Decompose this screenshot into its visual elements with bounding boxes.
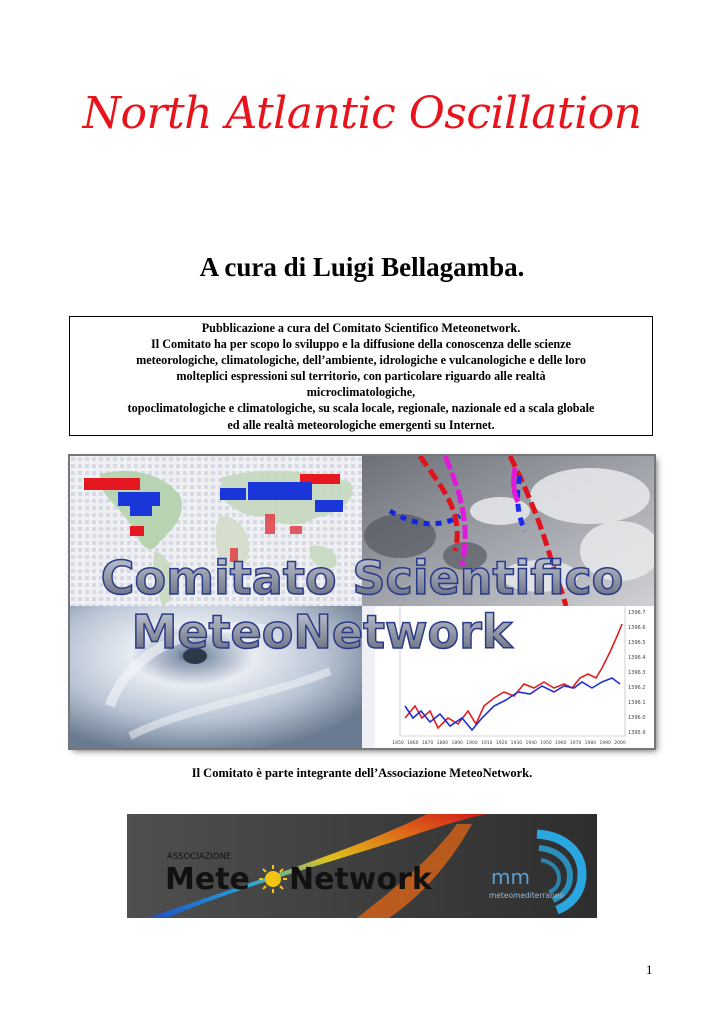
chart-x-tick-label: 1910 [481, 741, 493, 746]
chart-y-tick-label: 1396.0 [628, 715, 646, 721]
info-line: Pubblicazione a cura del Comitato Scientifico Meteonetwork. [201, 321, 521, 335]
author-line: A cura di Luigi Bellagamba. [199, 252, 525, 282]
logo-mm: mm [491, 865, 530, 889]
chart-x-tick-label: 1870 [421, 741, 434, 746]
chart-x-tick-label: 1960 [555, 741, 567, 746]
info-line: molteplici espressioni sul territorio, con particolare riguardo alle realtà [176, 369, 546, 384]
chart-x-tick-label: 1880 [436, 741, 449, 746]
chart-y-tick-label: 1396.1 [628, 700, 646, 706]
caption: Il Comitato è parte integrante dell’Associazione MeteoNetwork. [191, 766, 533, 780]
chart-x-tick-label: 1850 [392, 741, 404, 746]
info-line: Il Comitato ha per scopo lo sviluppo e la diffusione della conoscenza delle scienze [151, 337, 571, 352]
chart-y-tick-label: 1396.5 [628, 640, 646, 646]
chart-x-tick-label: 1920 [495, 741, 508, 746]
chart-x-tick-label: 1860 [407, 741, 419, 746]
chart-y-tick-label: 1395.9 [628, 730, 646, 736]
chart-x-tick-label: 1990 [599, 741, 611, 746]
chart-x-tick-label: 1980 [584, 741, 597, 746]
info-line: microclimatologiche, [306, 385, 416, 400]
document-title: North Atlantic Oscillation [82, 88, 642, 139]
logo-name-right: Network [289, 862, 432, 897]
chart-x-tick-label: 1900 [466, 741, 478, 746]
logo-name-left: Mete [165, 862, 250, 897]
chart-y-tick-label: 1396.4 [628, 655, 646, 661]
info-line: topoclimatologiche e climatologiche, su scala locale, regionale, nazionale ed a scala globale [127, 401, 595, 416]
chart-y-tick-label: 1396.3 [628, 670, 646, 676]
chart-x-tick-label: 1930 [510, 741, 523, 746]
chart-x-tick-label: 1890 [451, 741, 463, 746]
page-number: 1 [646, 962, 653, 977]
chart-x-tick-label: 1950 [540, 741, 552, 746]
info-box [69, 316, 653, 436]
chart-y-tick-label: 1396.6 [628, 625, 646, 631]
logo-small-text: ASSOCIAZIONE [167, 852, 232, 862]
chart-y-tick-label: 1396.7 [628, 610, 646, 616]
banner-line1: Comitato Scientifico [100, 551, 624, 605]
chart-x-tick-label: 1970 [569, 741, 582, 746]
chart-x-tick-label: 1940 [525, 741, 537, 746]
logo-mm-subtitle: meteomediterraneo [489, 891, 564, 900]
associazione-meteonetwork-logo [127, 814, 597, 918]
chart-x-tick-label: 2000 [614, 741, 626, 746]
comitato-banner-image [70, 456, 654, 748]
info-line: meteorologiche, climatologiche, dell’ambiente, idrologiche e vulcanologiche e delle loro [136, 353, 586, 368]
info-line: ed alle realtà meteorologiche emergenti su Internet. [227, 417, 495, 432]
chart-y-tick-label: 1396.2 [628, 685, 646, 691]
banner-line2: MeteoNetwork [131, 605, 513, 659]
